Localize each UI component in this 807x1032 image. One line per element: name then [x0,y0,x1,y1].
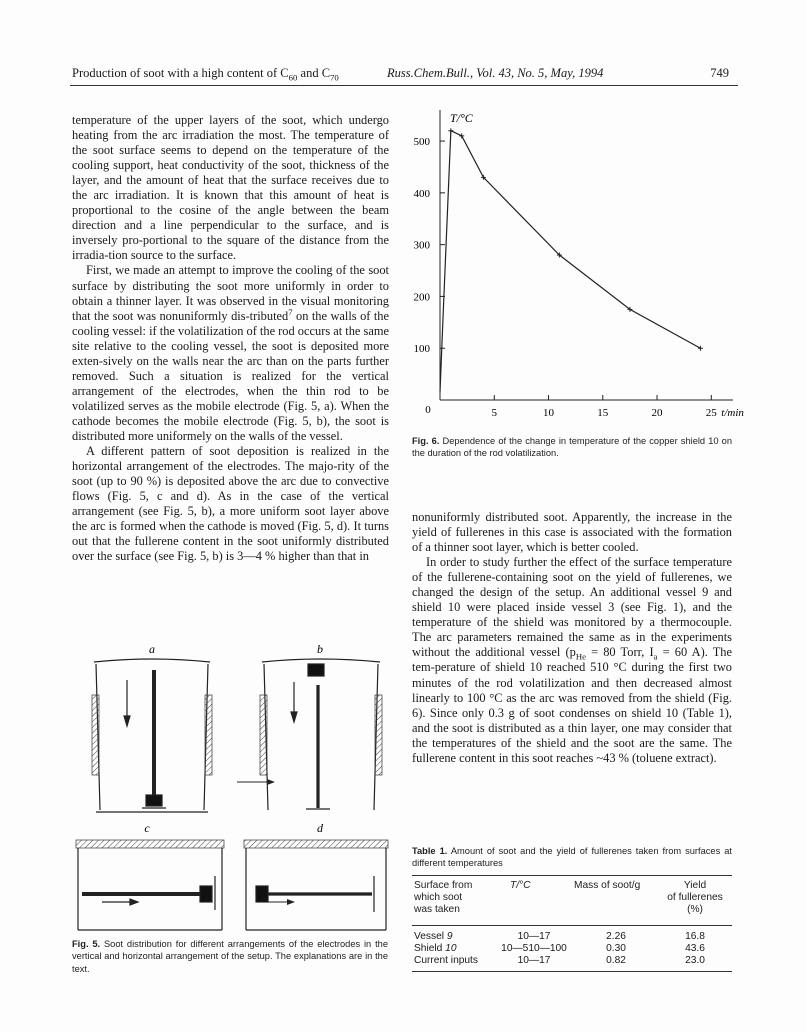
x-tick-label: 15 [597,407,609,419]
paragraph: First, we made an attempt to improve the cooling of the soot surface by distributing the soot more uniformly in order to obtain a thinner layer. It was observed in the visual monitoring that the soot was nonuniformly dis-tributed$^7$ on the walls of the cooling vessel: if the volatilization of the rod occurs at the same site relative to the cooling vessel, the soot is deposited more exten-sively on the walls near the arc than on the parts further removed. Such a situation is realized for the vertical arrangement of the electrodes, when the thin rod to be volatilized serves as the mobile electrode (Fig. 5, a). When the cathode becomes the mobile electrode (Fig. 5, b), the soot is distributed more uniformely on the walls of the vessel. [72,263,389,443]
table-cell-yield: 16.8 [685,931,705,942]
data-point [459,133,464,138]
table-row [412,955,732,967]
table-cell-name: Shield 10 [414,943,457,954]
figure-6-chart [405,100,744,430]
page-number: 749 [710,66,729,80]
chart-axes [425,110,733,416]
table-cell-mass: 0.82 [606,955,626,966]
y-tick-label: 100 [413,343,430,356]
table-top-rule [412,875,732,876]
paragraph: temperature of the upper layers of the soot, which undergo heating from the arc irradiation the most. The temperature of the soot surface seems to depend on the temperature of the cooling support, heat conductivity of the soot, thickness of the layer, and the amount of heat that the surface receives due to the arc irradiation. It is known that this amount of heat is proportional to the cosine of the angle between the beam direction and a line perpendicular to the surface, and is inversely pro-portional to the square of the distance from the irradia-tion source to the surface. [72,113,389,263]
header-yield: Yield of fullerenes (%) [667,880,723,915]
table-cell-mass: 0.30 [606,943,626,954]
header-surface: Surface from which soot was taken [414,880,473,915]
data-point [448,128,453,133]
table-header [412,878,732,928]
x-tick-label: 20 [651,407,663,419]
table-1-title: Table 1. Amount of soot and the yield of fullerenes taken from surfaces at different temperatures [412,846,732,869]
fig5-label-d: d [317,821,323,835]
figure-5-drawing [72,640,392,935]
journal-citation: Russ.Chem.Bull., Vol. 43, No. 5, May, 1994 [387,66,604,80]
table-cell-name: Vessel 9 [414,931,453,942]
table-cell-yield: 43.6 [685,943,705,954]
temperature-curve [440,131,700,393]
chart-series [440,128,703,392]
y-tick-label: 500 [413,136,430,149]
fig5-panel-a [92,659,212,812]
figure-5-caption: Fig. 5. Soot distribution for different arrangements of the electrodes in the vertical and horizontal arrangement of the setup. The explanations are in the text. [72,939,388,974]
fig5-panel-b [260,659,382,810]
x-tick-label: 10 [543,407,555,419]
origin-label: 0 [425,404,431,416]
y-axis-label: T/°C [450,111,473,125]
header-temperature: T/°C [510,880,531,891]
table-cell-temp: 10—17 [517,955,551,966]
paragraph: In order to study further the effect of the surface temperature of the fullerene-containing soot on the yield of fullerenes, we changed the design of the setup. An additional vessel 9 and shield 10 were placed inside vessel 3 (see Fig. 1), and the temperature of the shield was monitored by a thermocouple. The arc parameters remained the same as in the experiments without the additional vessel ($p_{He} = 80$ Torr, $I_a = 60$ A). The tem-perature of shield 10 reached 510 °C during the first two minutes of the rod volatilization and then decreased almost linearly to 100 °C as the arc was removed from the shield (Fig. 6). Since only 0.3 g of soot condenses on shield 10 (Table 1), and the soot is distributed as a thin layer, one may consider that the temperatures of the shield and the soot are the same. The fullerene content in this soot reaches ~43 % (toluene extract). [412,555,732,765]
x-tick-label: 25 [705,407,717,419]
left-column-text [72,113,389,564]
fig5-panel-c [76,840,224,930]
table-row [412,931,732,943]
chart-ticks [414,136,745,419]
y-tick-label: 200 [413,291,430,304]
header-rule [70,85,738,86]
x-axis-label: t/min [721,407,744,419]
table-header-rule [412,925,732,926]
fig5-label-a: a [149,642,155,656]
paragraph: nonuniformly distributed soot. Apparently, the increase in the yield of fullerenes in this case is associated with the formation of a thinner soot layer, which is better cooled. [412,510,732,555]
header-mass: Mass of soot/g [574,880,641,891]
table-cell-mass: 2.26 [606,931,626,942]
data-point [698,346,703,351]
right-column-text [412,510,732,766]
table-cell-temp: 10—17 [517,931,551,942]
fig5-panel-d [244,840,388,930]
x-tick-label: 5 [491,407,498,419]
table-cell-yield: 23.0 [685,955,705,966]
table-row [412,943,732,955]
fig5-label-b: b [317,642,323,656]
figure-6-caption: Fig. 6. Dependence of the change in temperature of the copper shield 10 on the duration of the rod volatilization. [412,436,732,459]
y-tick-label: 400 [413,187,430,200]
y-tick-label: 300 [413,239,430,252]
table-cell-name: Current inputs [414,955,478,966]
table-bottom-rule [412,971,732,972]
running-title: Production of soot with a high content of $C_{60}$ and $C_{70}$ [72,66,339,83]
fig5-label-c: c [144,821,150,835]
paragraph: A different pattern of soot deposition is realized in the horizontal arrangement of the electrodes. The majo-rity of the soot (up to 90 %) is deposited above the arc due to convective flows (Fig. 5, c and d). As in the case of the vertical arrangement (see Fig. 5, b), a more uniform soot layer above the arc is formed when the cathode is moved (Fig. 5, d). It turns out that the fullerene content in the soot uniformly distributed over the surface (see Fig. 5, b) is 3—4 % higher than that in [72,444,389,564]
table-cell-temp: 10—510—100 [501,943,567,954]
